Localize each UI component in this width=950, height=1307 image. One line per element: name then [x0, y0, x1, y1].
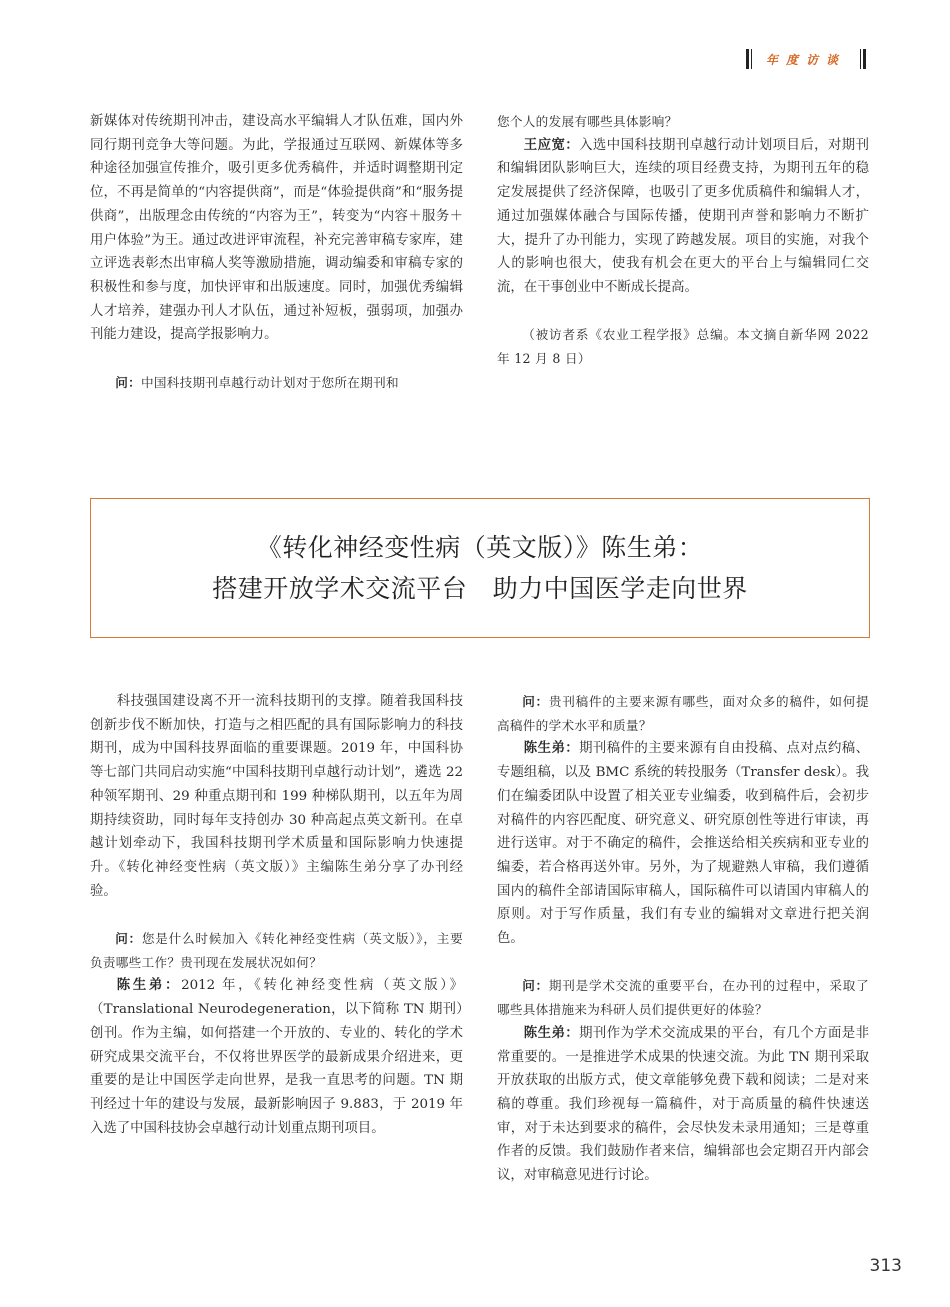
- answer-paragraph: [497, 134, 869, 300]
- section-title: 年度访谈: [765, 52, 846, 67]
- top-right-column: [497, 110, 869, 371]
- source-note: （被访者系《农业工程学报》总编。本文摘自新华网 2022 年 12 月 8 日）: [497, 327, 869, 367]
- question-label: 问：: [522, 978, 549, 994]
- question-label: 问：: [115, 374, 141, 390]
- question-text: 期刊是学术交流的重要平台，在办刊的过程中，采取了哪些具体措施来为科研人员们提供更好的体验？: [497, 978, 869, 1018]
- answer-paragraph: [497, 1022, 869, 1188]
- answer-label: 陈生弟：: [523, 1025, 580, 1041]
- question-text: 您是什么时候加入《转化神经变性病（英文版）》，主要负责哪些工作？贵刊现在发展状况如何？: [90, 931, 463, 970]
- question-continuation: 您个人的发展有哪些具体影响？: [497, 114, 678, 129]
- answer-text: 2012 年，《转化神经变性病（英文版）》（Translational Neurodegeneration，以下简称 TN 期刊）创刊。作为主编，如何搭建一个开放的、专业的、转化的学术研究成果交流平台，不仅将世界医学的最新成果介绍进来，更重要的是让中国医学走向世界，是我一直思考的问题。TN 期刊经过十年的建设与发展，最新影响因子 9.883，于 2019 年入选了中国科技协会卓越行动计划重点期刊项目。: [90, 978, 464, 1136]
- question-text: 中国科技期刊卓越行动计划对于您所在期刊和: [140, 374, 399, 390]
- answer-text: 期刊作为学术交流成果的平台，有几个方面是非常重要的。一是推进学术成果的快速交流。为此 TN 期刊采取开放获取的出版方式，使文章能够免费下载和阅读；二是对来稿的尊重。我们珍视每一篇稿件，对于高质量的稿件快速送审，对于未达到要求的稿件，会尽快发未录用通知；三是尊重作者的反馈。我们鼓励作者来信，编辑部也会定期召开内部会议，对审稿意见进行讨论。: [497, 1025, 870, 1184]
- intro-paragraph: 科技强国建设离不开一流科技期刊的支撑。随着我国科技创新步伐不断加快，打造与之相匹配的具有国际影响力的科技期刊，成为中国科技界面临的重要课题。2019 年，中国科协等七部门共同启动实施“中国科技期刊卓越行动计划”，遴选 22 种领军期刊、29 种重点期刊和 199 种梯队期刊，以五年为周期持续资助，同时每年支持创办 30 种高起点英文新刊。在卓越计划牵动下，我国科技期刊学术质量和国际影响力快速提升。《转化神经变性病（英文版）》主编陈生弟分享了办刊经验。: [90, 694, 463, 899]
- running-header: [746, 48, 866, 70]
- answer-paragraph: [497, 737, 869, 950]
- header-right-bars: [860, 49, 866, 69]
- answer-label: 陈生弟：: [523, 741, 580, 757]
- answer-paragraph: [90, 974, 463, 1140]
- question-label: 问：: [522, 694, 549, 709]
- article-title-line-2: 搭建开放学术交流平台 助力中国医学走向世界: [212, 574, 748, 603]
- article-title-line-1: 《转化神经变性病（英文版）》陈生弟：: [256, 533, 704, 562]
- page-number: 313: [869, 1256, 902, 1276]
- question-paragraph: [90, 371, 463, 395]
- answer-text: 入选中国科技期刊卓越行动计划项目后，对期刊和编辑团队影响巨大，连续的项目经费支持，为期刊五年的稳定发展提供了经济保障，也吸引了更多优质稿件和编辑人才，通过加强媒体融合与国际传播，使期刊声誉和影响力不断扩大，提升了办刊能力，实现了跨越发展。项目的实施，对我个人的影响也很大，使我有机会在更大的平台上与编辑同仁交流，在干事创业中不断成长提高。: [497, 137, 870, 295]
- top-left-column: [90, 110, 463, 394]
- question-paragraph: [497, 690, 869, 737]
- question-text: 贵刊稿件的主要来源有哪些，面对众多的稿件，如何提高稿件的学术水平和质量？: [497, 694, 869, 733]
- question-paragraph: [90, 927, 463, 974]
- answer-text: 期刊稿件的主要来源有自由投稿、点对点约稿、专题组稿，以及 BMC 系统的转投服务（Transfer desk）。我们在编委团队中设置了相关亚专业编委，收到稿件后，会初步对稿件的内容匹配度、研究意义、研究原创性等进行审读，再进行送审。对于不确定的稿件，会推送给相关疾病和亚专业的编委，若合格再送外审。另外，为了规避熟人审稿，我们遵循国内的稿件全部请国际审稿人，国际稿件可以请国内审稿人的原则。对于写作质量，我们有专业的编辑对文章进行把关润色。: [497, 741, 870, 947]
- question-paragraph: [497, 974, 869, 1021]
- article-title-banner: [90, 498, 870, 638]
- question-label: 问：: [115, 931, 142, 947]
- bottom-right-column: [497, 690, 869, 1188]
- body-paragraph: 新媒体对传统期刊冲击，建设高水平编辑人才队伍难，国内外同行期刊竞争大等问题。为此，学报通过互联网、新媒体等多种途径加强宣传推介，吸引更多优秀稿件，并适时调整期刊定位，不再是简单的“内容提供商”，而是“体验提供商”和“服务提供商”，出版理念由传统的“内容为王”，转变为“内容＋服务＋用户体验”为王。通过改进评审流程，补充完善审稿专家库，建立评选表彰杰出审稿人奖等激励措施，调动编委和审稿专家的积极性和参与度，加快评审和出版速度。同时，加强优秀编辑人才培养，建强办刊人才队伍，通过补短板，强弱项，加强办刊能力建设，提高学报影响力。: [90, 114, 463, 343]
- answer-label: 陈生弟：: [116, 978, 182, 994]
- answer-label: 王应宽：: [523, 137, 580, 153]
- header-left-bars: [746, 49, 752, 69]
- bottom-left-column: [90, 690, 463, 1140]
